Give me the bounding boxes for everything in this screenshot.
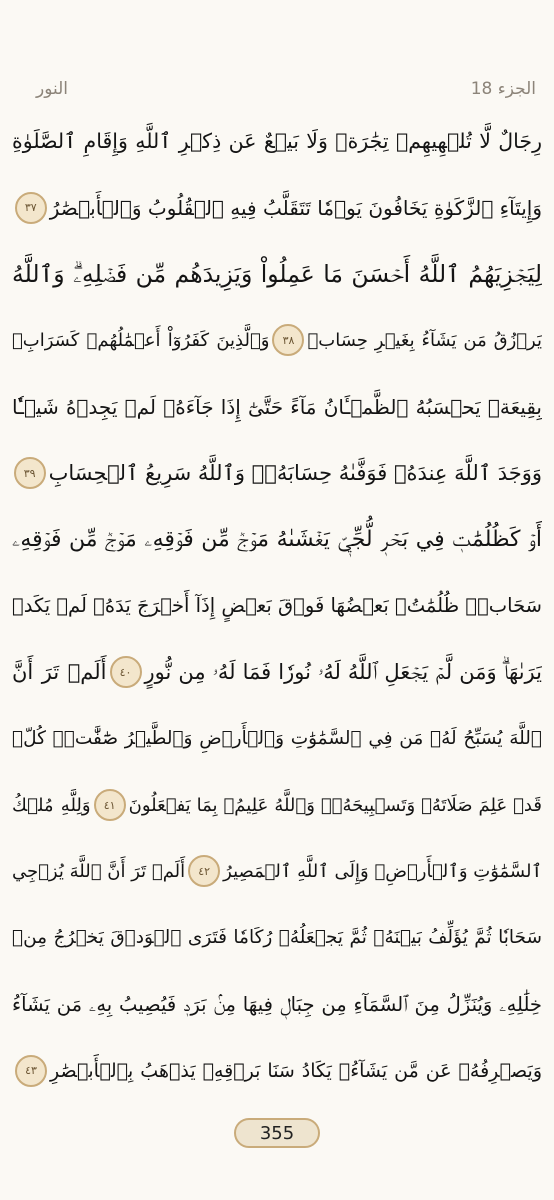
verse-text: رِجَالٌ لَّا تُلۡهِيهِمۡ تِجَٰرَةٞ وَلَا بَيۡعٌ عَن ذِكۡرِ ٱللَّهِ وَإِقَامِ ٱلصَّلَوٰةِ [12, 129, 542, 154]
ayah-number-marker: ٣٧ [15, 192, 47, 224]
ayah-number-marker: ٤٣ [15, 1055, 47, 1087]
verse-text: ٱلسَّمَٰوَٰتِ وَٱلۡأَرۡضِۖ وَإِلَى ٱللَّهِ ٱلۡمَصِيرُ [223, 860, 542, 882]
verse-text: وَإِيتَآءِ ٱلزَّكَوٰةِ يَخَافُونَ يَوۡمٗا تَتَقَلَّبُ فِيهِ ٱلۡقُلُوبُ وَٱلۡأَبۡصَٰرُ [49, 195, 542, 220]
ayah-number-marker: ٤١ [94, 789, 126, 821]
verse-line [12, 838, 542, 904]
verse-line [12, 639, 542, 705]
verse-text: وَيَصۡرِفُهُۥ عَن مَّن يَشَآءُۖ يَكَادُ سَنَا بَرۡقِهِۦ يَذۡهَبُ بِٱلۡأَبۡصَٰرِ [50, 1059, 542, 1082]
verse-text: قَدۡ عَلِمَ صَلَاتَهُۥ وَتَسۡبِيحَهُۥۗ وَٱللَّهُ عَلِيمُۢ بِمَا يَفۡعَلُونَ [128, 794, 542, 816]
verse-text: خِلَٰلِهِۦ وَيُنَزِّلُ مِنَ ٱلسَّمَآءِ مِن جِبَالٖ فِيهَا مِنۢ بَرَدٖ فَيُصِيبُ بِهِۦ مَن يَشَآءُ [12, 992, 542, 1016]
verse-text: أَوۡ كَظُلُمَٰتٖ فِي بَحۡرٖ لُّجِّيّٖ يَغۡشَىٰهُ مَوۡجٞ مِّن فَوۡقِهِۦ مَوۡجٞ مِّن فَوۡقِهِۦ [12, 527, 542, 553]
page-footer [0, 1118, 554, 1148]
verse-line [12, 307, 542, 373]
verse-text: سَحَابٗا ثُمَّ يُؤَلِّفُ بَيۡنَهُۥ ثُمَّ يَجۡعَلُهُۥ رُكَامٗا فَتَرَى ٱلۡوَدۡقَ يَخۡرُجُ مِنۡ [12, 927, 542, 949]
verse-text: لِيَجۡزِيَهُمُ ٱللَّهُ أَحۡسَنَ مَا عَمِلُواْ وَيَزِيدَهُم مِّن فَضۡلِهِۦۗ وَٱللَّهُ [12, 259, 542, 288]
verse-text: وَوَجَدَ ٱللَّهَ عِندَهُۥ فَوَفَّىٰهُ حِسَابَهُۥۗ وَٱللَّهُ سَرِيعُ ٱلۡحِسَابِ [48, 461, 542, 486]
ayah-number-marker: ٣٩ [14, 457, 46, 489]
verse-line [12, 772, 542, 838]
page-number-badge: 355 [234, 1118, 320, 1148]
verse-line [12, 706, 542, 772]
verse-text-continued: أَلَمۡ تَرَ أَنَّ [12, 660, 107, 685]
verse-line [12, 440, 542, 506]
verse-text: ٱللَّهَ يُسَبِّحُ لَهُۥ مَن فِي ٱلسَّمَٰوَٰتِ وَٱلۡأَرۡضِ وَٱلطَّيۡرُ صَٰٓفَّٰتٖۖ كُلّٞ [12, 728, 542, 750]
verse-line [12, 573, 542, 639]
ayah-number-marker: ٣٨ [272, 324, 304, 356]
juz-label: الجزء 18 [470, 79, 536, 99]
mushaf-page [12, 108, 542, 1108]
verse-text: سَحَابٞۚ ظُلُمَٰتُۢ بَعۡضُهَا فَوۡقَ بَعۡضٍ إِذَآ أَخۡرَجَ يَدَهُۥ لَمۡ يَكَدۡ [12, 594, 542, 618]
verse-text-continued: وَلِلَّهِ مُلۡكُ [12, 794, 91, 816]
page-header [36, 74, 536, 104]
ayah-number-marker: ٤٢ [188, 855, 220, 887]
surah-name: النور [36, 79, 69, 99]
verse-text-continued: وَٱلَّذِينَ كَفَرُوٓاْ أَعۡمَٰلُهُمۡ كَسَرَابِۭ [12, 329, 270, 351]
verse-line [12, 905, 542, 971]
verse-line [12, 374, 542, 440]
verse-text: يَرۡزُقُ مَن يَشَآءُ بِغَيۡرِ حِسَابٖ [307, 329, 542, 351]
verse-text: يَرَىٰهَاۗ وَمَن لَّمۡ يَجۡعَلِ ٱللَّهُ لَهُۥ نُورٗا فَمَا لَهُۥ مِن نُّورٍ [144, 659, 542, 684]
verse-line [12, 971, 542, 1037]
verse-line [12, 506, 542, 572]
verse-line [12, 174, 542, 240]
verse-line [12, 1037, 542, 1103]
verse-text-continued: أَلَمۡ تَرَ أَنَّ ٱللَّهَ يُزۡجِي [12, 860, 186, 882]
ayah-number-marker: ٤٠ [110, 656, 142, 688]
verse-line [12, 241, 542, 307]
verse-text: بِقِيعَةٖ يَحۡسَبُهُ ٱلظَّمۡـَٔانُ مَآءً حَتَّىٰٓ إِذَا جَآءَهُۥ لَمۡ يَجِدۡهُ شَيۡـٔٗا [12, 394, 542, 419]
verse-line [12, 108, 542, 174]
